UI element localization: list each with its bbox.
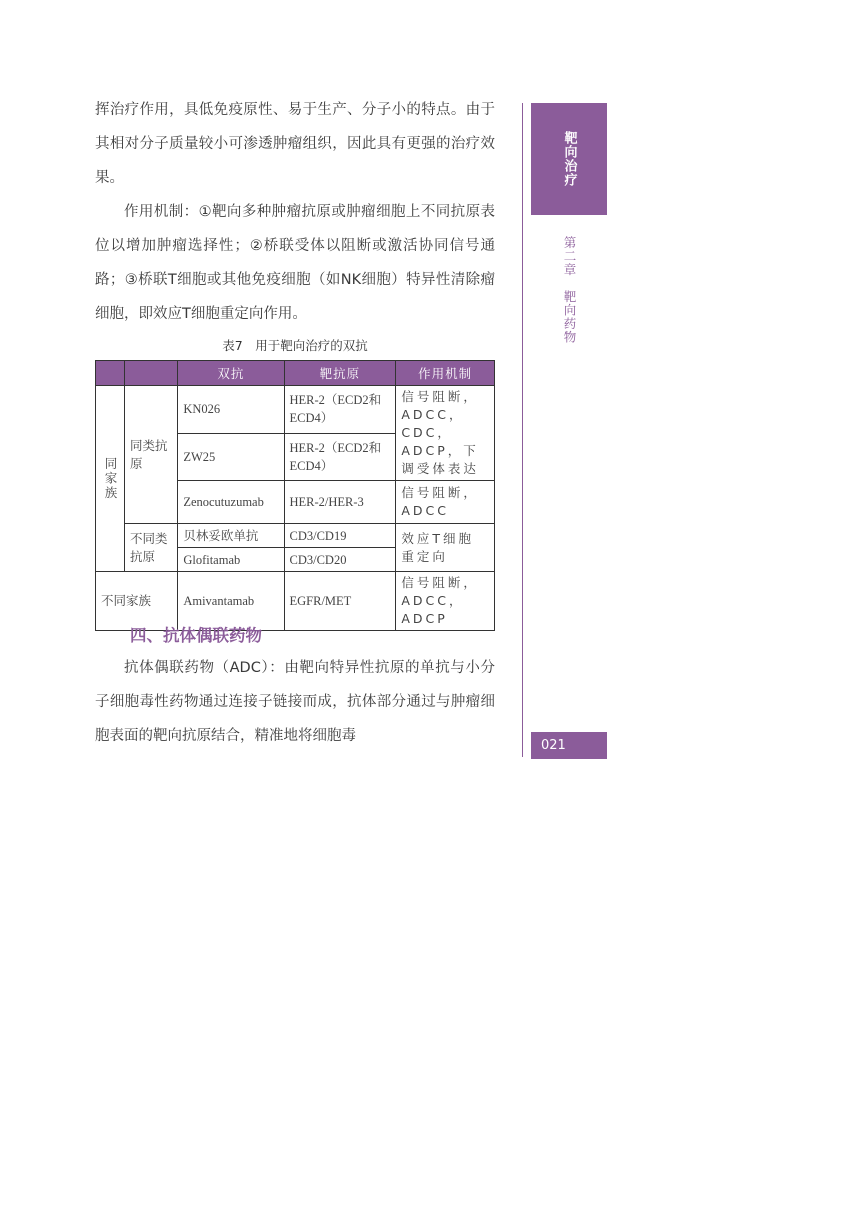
header-blank-1 bbox=[96, 361, 125, 386]
table-row bbox=[96, 524, 495, 548]
sidebar-chapter: 第二章 靶向药物 bbox=[562, 236, 577, 344]
cell-name: Amivantamab bbox=[178, 572, 284, 631]
group-same-family: 同家族 bbox=[96, 386, 125, 572]
cell-target: HER-2（ECD2和ECD4） bbox=[284, 386, 396, 434]
group-diff-class: 不同类抗原 bbox=[125, 524, 178, 572]
bispecific-table bbox=[95, 360, 495, 631]
group-diff-family: 不同家族 bbox=[96, 572, 178, 631]
cell-target: HER-2（ECD2和ECD4） bbox=[284, 433, 396, 481]
cell-name: 贝林妥欧单抗 bbox=[178, 524, 284, 548]
cell-name: Zenocutuzumab bbox=[178, 481, 284, 524]
table-header-row bbox=[96, 361, 495, 386]
cell-target: HER-2/HER-3 bbox=[284, 481, 396, 524]
cell-target: EGFR/MET bbox=[284, 572, 396, 631]
header-bispecific: 双抗 bbox=[178, 361, 284, 386]
page-number: 021 bbox=[531, 732, 607, 759]
cell-target: CD3/CD20 bbox=[284, 548, 396, 572]
sidebar-chapter-block bbox=[531, 236, 607, 344]
sidebar-divider bbox=[522, 103, 523, 757]
paragraph-mechanism: 作用机制：①靶向多种肿瘤抗原或肿瘤细胞上不同抗原表位以增加肿瘤选择性；②桥联受体以阻断或激活协同信号通路；③桥联T细胞或其他免疫细胞（如NK细胞）特异性清除瘤细胞，即效应T细胞重定向作用。 bbox=[95, 204, 495, 322]
cell-name: KN026 bbox=[178, 386, 284, 434]
cell-target: CD3/CD19 bbox=[284, 524, 396, 548]
table-caption: 表7 用于靶向治疗的双抗 bbox=[222, 338, 368, 353]
group-same-class: 同类抗原 bbox=[125, 386, 178, 524]
cell-mechanism: 效应T细胞重定向 bbox=[396, 524, 495, 572]
cell-mechanism: 信号阻断，ADCC，ADCP bbox=[396, 572, 495, 631]
header-blank-2 bbox=[125, 361, 178, 386]
header-target: 靶抗原 bbox=[284, 361, 396, 386]
cell-mechanism: 信号阻断，ADCC，CDC，ADCP，下调受体表达 bbox=[396, 386, 495, 481]
paragraph-adc: 抗体偶联药物（ADC）：由靶向特异性抗原的单抗与小分子细胞毒性药物通过连接子链接而成，抗体部分通过与肿瘤细胞表面的靶向抗原结合，精准地将细胞毒 bbox=[95, 660, 495, 744]
sidebar-title-block bbox=[531, 103, 607, 215]
cell-name: Glofitamab bbox=[178, 548, 284, 572]
paragraph-1: 挥治疗作用，具低免疫原性、易于生产、分子小的特点。由于其相对分子质量较小可渗透肿瘤组织，因此具有更强的治疗效果。 bbox=[95, 102, 495, 186]
sidebar-title: 靶向治疗 bbox=[561, 131, 577, 187]
cell-name: ZW25 bbox=[178, 433, 284, 481]
section-title: 四、抗体偶联药物 bbox=[130, 626, 262, 645]
cell-mechanism: 信号阻断，ADCC bbox=[396, 481, 495, 524]
header-mechanism: 作用机制 bbox=[396, 361, 495, 386]
table-row bbox=[96, 386, 495, 434]
